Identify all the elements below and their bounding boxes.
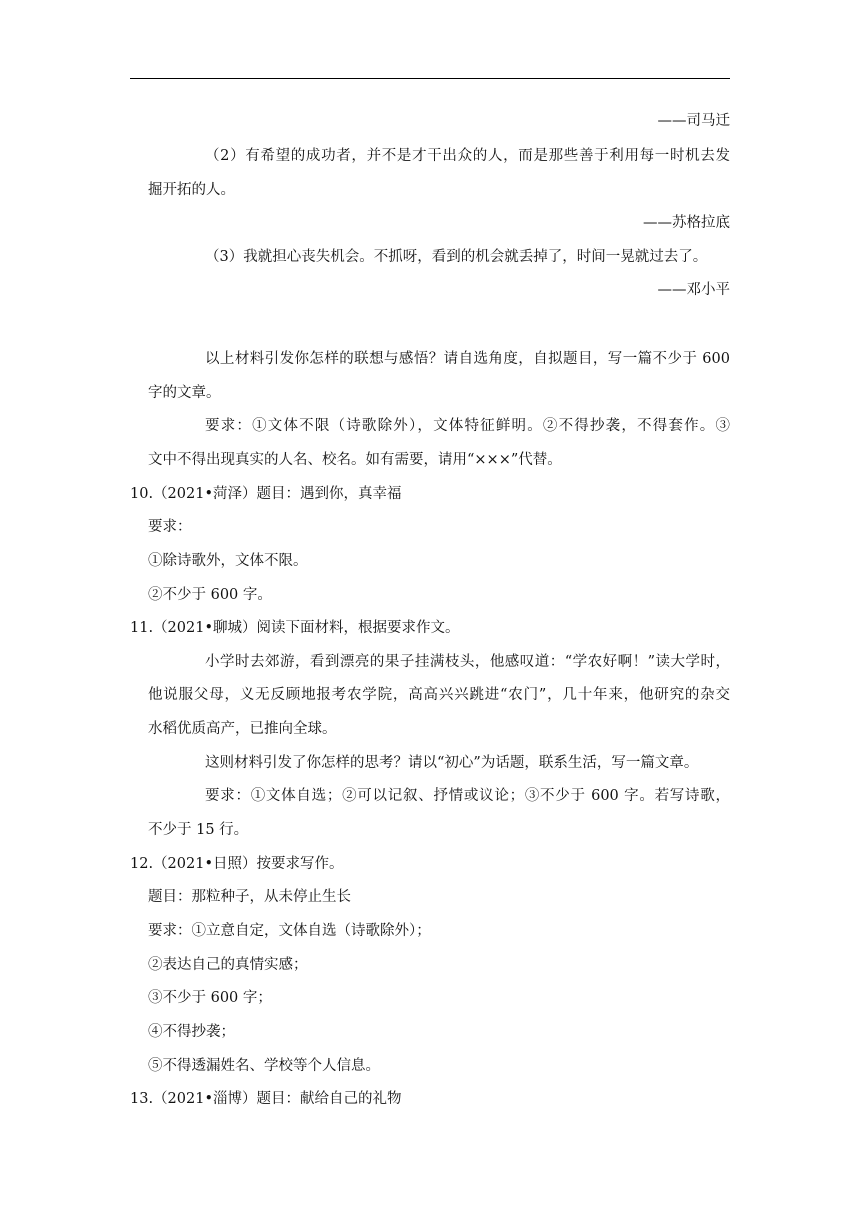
header-rule (130, 78, 730, 79)
q12-req3: ③不少于 600 字； (148, 990, 272, 1006)
attribution-simaqian: ——司马迁 (657, 113, 730, 129)
q10-item1: ①除诗歌外，文体不限。 (148, 553, 308, 569)
q13-title: 13.（2021•淄博）题目：献给自己的礼物 (130, 1091, 402, 1107)
material-3-line1: （3）我就担心丧失机会。不抓呀，看到的机会就丢掉了，时间一晃就过去了。 (205, 249, 708, 265)
q12-req5: ⑤不得透漏姓名、学校等个人信息。 (148, 1058, 380, 1074)
attribution-socrates: ——苏格拉底 (643, 215, 730, 231)
q11-p1-line1: 小学时去郊游，看到漂亮的果子挂满枝头，他感叹道：“学农好啊！”读大学时， (205, 654, 730, 670)
task9-prompt-line2: 字的文章。 (148, 385, 221, 401)
q11-req-line2: 不少于 15 行。 (148, 822, 249, 838)
task9-prompt-line1: 以上材料引发你怎样的联想与感悟？请自选角度，自拟题目，写一篇不少于 600 (205, 351, 730, 367)
material-2-line2: 掘开拓的人。 (148, 182, 235, 198)
q12-req1: 要求：①立意自定，文体自选（诗歌除外）； (148, 923, 431, 939)
q11-p1-line3: 水稻优质高产，已推向全球。 (148, 721, 337, 737)
q12-req4: ④不得抄袭； (148, 1024, 235, 1040)
task9-req-line2: 文中不得出现真实的人名、校名。如有需要，请用“×××”代替。 (148, 452, 562, 468)
q10-req-label: 要求： (148, 519, 192, 535)
q12-req2: ②表达自己的真情实感； (148, 957, 308, 973)
q10-item2: ②不少于 600 字。 (148, 587, 272, 603)
q11-req-line1: 要求：①文体自选；②可以记叙、抒情或议论；③不少于 600 字。若写诗歌， (205, 788, 730, 804)
q11-title: 11.（2021•聊城）阅读下面材料，根据要求作文。 (130, 620, 460, 636)
q11-p1-line2: 他说服父母，义无反顾地报考农学院，高高兴兴跳进“农门”，几十年来，他研究的杂交 (148, 687, 730, 703)
attribution-dengxiaoping: ——邓小平 (657, 282, 730, 298)
task9-req-line1: 要求：①文体不限（诗歌除外），文体特征鲜明。②不得抄袭，不得套作。③ (205, 418, 730, 434)
material-2-line1: （2）有希望的成功者，并不是才干出众的人，而是那些善于利用每一时机去发 (205, 148, 730, 164)
q10-title: 10.（2021•菏泽）题目：遇到你，真幸福 (130, 486, 402, 502)
q11-p2: 这则材料引发了你怎样的思考？请以“初心”为话题，联系生活，写一篇文章。 (205, 755, 699, 771)
q12-title: 12.（2021•日照）按要求写作。 (130, 856, 344, 872)
q12-topic: 题目：那粒种子，从未停止生长 (148, 889, 351, 905)
